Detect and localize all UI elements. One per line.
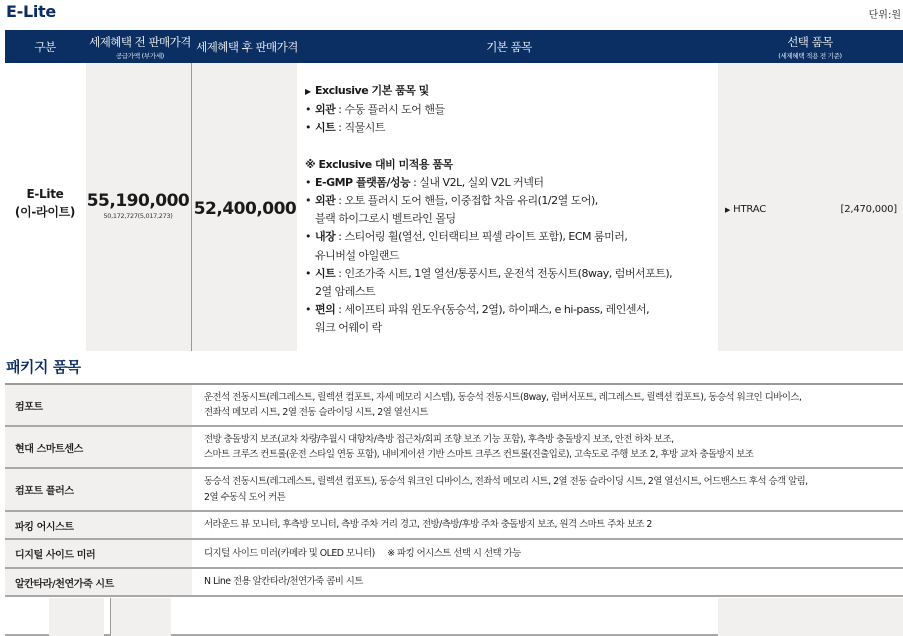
header-price-after: 세제혜택 후 판매가격 xyxy=(196,39,298,54)
table-row: 디지털 사이드 미러 디지털 사이드 미러(카메라 및 OLED 모니터) ※ 파킹 어시스트 선택 시 선택 가능 xyxy=(5,540,903,569)
list-item: • E-GMP 플랫폼/성능 : 실내 V2L, 실외 V2L 커넥터 xyxy=(305,175,544,189)
list-item: • 내장 : 스티어링 휠(열선, 인터랙티브 픽셀 라이트 포함), ECM 룸미러, xyxy=(305,230,628,244)
table-row: 파킹 어시스트 서라운드 뷰 모니터, 후측방 모니터, 측방 주차 거리 경고, 전방/측방/후방 주차 충돌방지 보조, 원격 스마트 주차 보조 2 xyxy=(5,512,903,540)
list-item: • 편의 : 세이프티 파워 윈도우(동승석, 2열), 하이패스, e hi-pass, 레인센서, xyxy=(305,303,650,317)
package-title: 패키지 품목 xyxy=(6,358,81,376)
list-item: • 시트 : 직물시트 xyxy=(305,121,385,135)
list-item: • 시트 : 인조가죽 시트, 1열 열선/통풍시트, 운전석 전동시트(8way, 럼버서포트), xyxy=(305,266,673,280)
header-price-before: 세제혜택 전 판매가격 공급가액 (부가세) xyxy=(89,34,191,60)
triangle-right-icon: ▶ xyxy=(725,206,731,214)
table-row: 컴포트 플러스 동승석 전동시트(레그레스트, 릴렉션 컴포트), 동승석 워크인 디바이스, 전좌석 메모리 시트, 2열 전동 슬라이딩 시트, 2열 열선시트, 어드밴스드 후석 승객 알림, 2열 수동식 도어 커튼 xyxy=(5,469,903,512)
page-title: E-Lite xyxy=(6,2,56,21)
next-table-row-partial xyxy=(5,598,903,636)
price-before: 55,190,000 50,172,727(5,017,273) xyxy=(86,191,190,220)
section-header: ▶ Exclusive 기본 품목 및 xyxy=(305,82,715,101)
price-after: 52,400,000 xyxy=(193,199,297,219)
header-option-items: 선택 품목 (세제혜택 적용 전 기준) xyxy=(778,34,842,60)
option-htrac: ▶ HTRAC [2,470,000] xyxy=(725,204,897,215)
basic-items-list: ▶ Exclusive 기본 품목 및 • 외관 : 수동 플러시 도어 핸들 • 시트 : 직물시트 ※ Exclusive 대비 미적용 품목 • E-GMP 플랫폼/성능 : 실내 V2L, 실외 V2L 커넥터 • 외관 : 오토 플러시 도어 핸들, 이중접합 차음 유리(1/2열 도어), 블랙 하이그로시 벨트라인 몰딩 • 내장 : 스티어링 휠(열선, 인터랙티브 픽셀 라이트 포함), ECM 룸미러, 유니버설 아일랜드 • 시트 : 인조가죽 시트, 1열 열선/통풍시트, 운전석 전동시트(8way, 럼버서포트), 2열 암레스트 • 편의 : 세이프티 파워 윈도우(동승석, 2열), 하이패스, e hi-pass, 레인센서, 워크 어웨이 락 xyxy=(305,82,715,338)
table-row: 현대 스마트센스 전방 충돌방지 보조(교차 차량/추월시 대향차/측방 접근차/회피 조향 보조 기능 포함), 후측방 충돌방지 보조, 안전 하차 보조, 스마트 크루즈 컨트롤(운전 스타일 연동 포함), 내비게이션 기반 스마트 크루즈 컨트롤(진출입로), 고속도로 주행 보조 2, 후방 교차 충돌방지 보조 xyxy=(5,427,903,469)
header-category: 구분 xyxy=(34,39,56,54)
section-header: ※ Exclusive 대비 미적용 품목 xyxy=(305,157,453,171)
list-item: • 외관 : 수동 플러시 도어 핸들 xyxy=(305,103,445,117)
unit-label: 단위:원 xyxy=(868,10,901,21)
list-item: • 외관 : 오토 플러시 도어 핸들, 이중접합 차음 유리(1/2열 도어), xyxy=(305,194,598,208)
table-row: 알칸타라/천연가죽 시트 N Line 전용 알칸타라/천연가죽 콤비 시트 xyxy=(5,569,903,597)
header-basic-items: 기본 품목 xyxy=(486,39,532,54)
trim-name: E-Lite (이-라이트) xyxy=(14,187,76,219)
package-table xyxy=(5,383,903,597)
table-header xyxy=(5,30,903,63)
table-row: 컴포트 운전석 전동시트(레그레스트, 릴렉션 컴포트, 자세 메모리 시스템), 동승석 전동시트(8way, 럼버서포트, 레그레스트, 릴렉션 컴포트), 동승석 워크인 디바이스, 전좌석 메모리 시트, 2열 전동 슬라이딩 시트, 2열 열선시트 xyxy=(5,385,903,427)
triangle-right-icon: ▶ xyxy=(305,87,311,96)
